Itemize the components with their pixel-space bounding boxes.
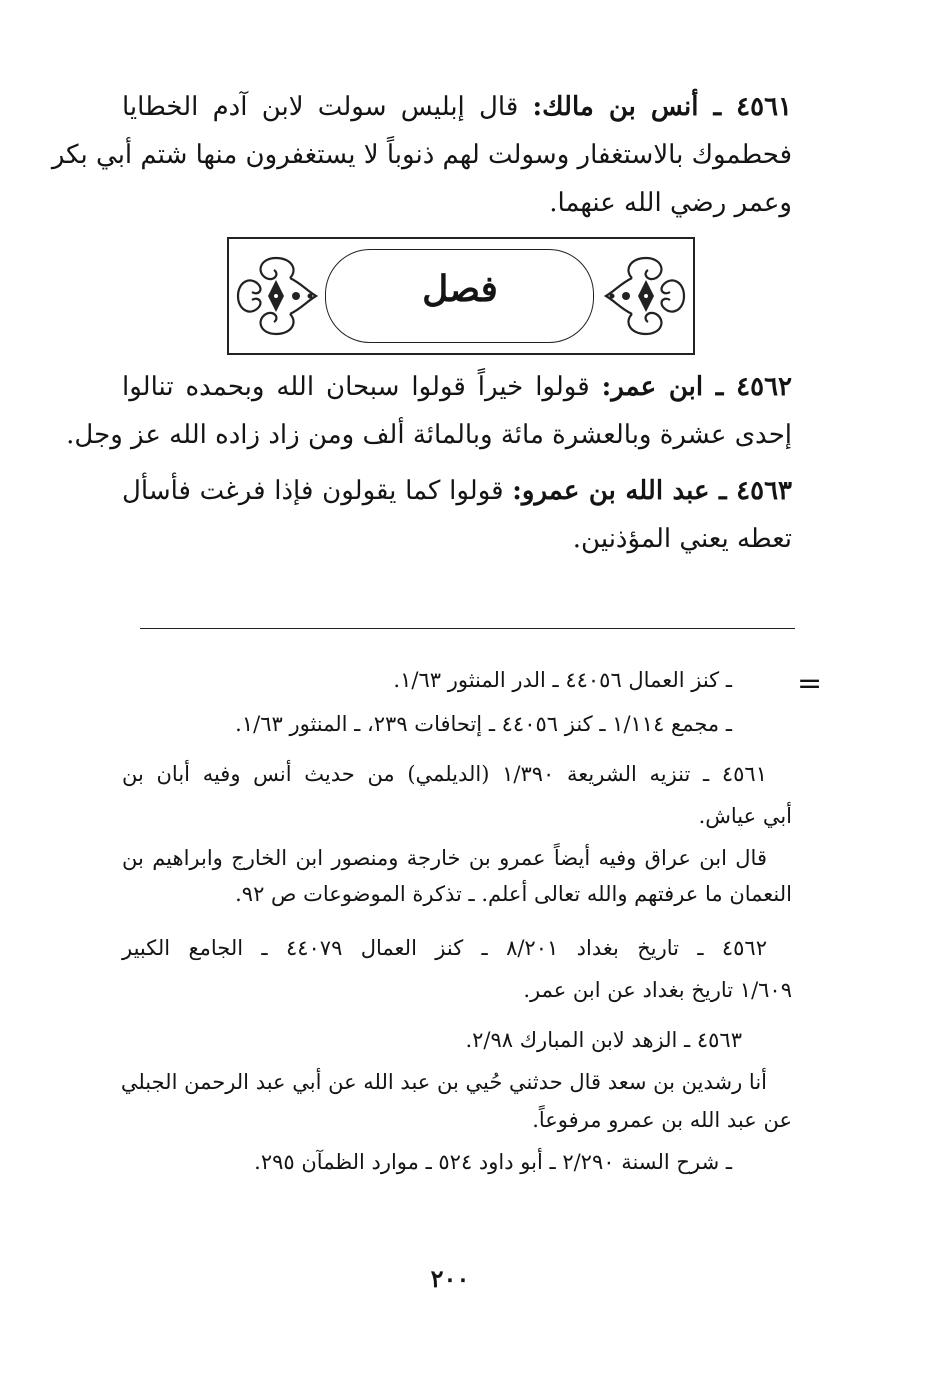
footnote-line-1: ـ كنز العمال ٤٤٠٥٦ ـ الدر المنثور ١/٦٣. xyxy=(393,668,732,692)
footnote-line-8: ١/٦٠٩ تاريخ بغداد عن ابن عمر. xyxy=(523,978,792,1002)
entry-4561-line-2: فحطموك بالاستغفار وسولت لهم ذنوباً لا يستغفرون منها شتم أبي بكر xyxy=(51,140,792,170)
entry-4563-line-2: تعطه يعني المؤذنين. xyxy=(572,524,792,554)
entry-4562-line-2: إحدى عشرة وبالعشرة مائة وبالمائة ألف ومن زاد زاده الله عز وجل. xyxy=(66,420,792,450)
entry-4561-line-1 xyxy=(122,92,792,122)
left-ornament-icon xyxy=(230,250,322,342)
footnote-line-6: النعمان ما عرفتهم والله تعالى أعلم. ـ تذكرة الموضوعات ص ٩٢. xyxy=(235,882,792,906)
footnote-line-3: ٤٥٦١ ـ تنزيه الشريعة ١/٣٩٠ (الديلمي) من حديث أنس وفيه أبان بن xyxy=(122,762,767,786)
section-title: فصل xyxy=(422,268,498,310)
page-number: ٢٠٠ xyxy=(430,1264,470,1293)
entry-4561-text-1: قال إبليس سولت لابن آدم الخطايا xyxy=(122,92,519,122)
entry-4563-text-1: قولوا كما يقولون فإذا فرغت فأسأل xyxy=(122,476,504,506)
footnote-line-10: أنا رشدين بن سعد قال حدثني حُيي بن عبد الله عن أبي عبد الرحمن الجبلي xyxy=(120,1070,767,1094)
footnote-line-9: ٤٥٦٣ ـ الزهد لابن المبارك ٢/٩٨. xyxy=(465,1028,742,1052)
footnote-line-12: ـ شرح السنة ٢/٢٩٠ ـ أبو داود ٥٢٤ ـ موارد الظمآن ٢٩٥. xyxy=(254,1150,732,1174)
entry-4563-heading: ٤٥٦٣ ـ عبد الله بن عمرو: xyxy=(512,476,793,506)
entry-4561-heading: ٤٥٦١ ـ أنس بن مالك: xyxy=(532,92,793,122)
footnote-line-7: ٤٥٦٢ ـ تاريخ بغداد ٨/٢٠١ ـ كنز العمال ٤٤٠٧٩ ـ الجامع الكبير xyxy=(122,936,767,960)
footnote-line-11: عن عبد الله بن عمرو مرفوعاً. xyxy=(532,1108,792,1132)
entry-4562-heading: ٤٥٦٢ ـ ابن عمر: xyxy=(601,372,793,402)
entry-4563-line-1 xyxy=(122,476,792,506)
footnote-line-4: أبي عياش. xyxy=(698,804,792,828)
right-ornament-icon xyxy=(600,250,692,342)
entry-4562-line-1 xyxy=(122,372,792,402)
entry-4561-line-3: وعمر رضي الله عنهما. xyxy=(549,188,792,218)
footnote-line-2: ـ مجمع ١/١١٤ ـ كنز ٤٤٠٥٦ ـ إتحافات ٢٣٩، ـ المنثور ١/٦٣. xyxy=(235,712,732,736)
footnote-marker: = xyxy=(797,666,823,701)
entry-4562-text-1: قولوا خيراً قولوا سبحان الله وبحمده تنالوا xyxy=(122,372,590,402)
footnote-line-5: قال ابن عراق وفيه أيضاً عمرو بن خارجة ومنصور ابن الخارج وابراهيم بن xyxy=(122,846,767,870)
footnote-separator xyxy=(140,628,795,629)
